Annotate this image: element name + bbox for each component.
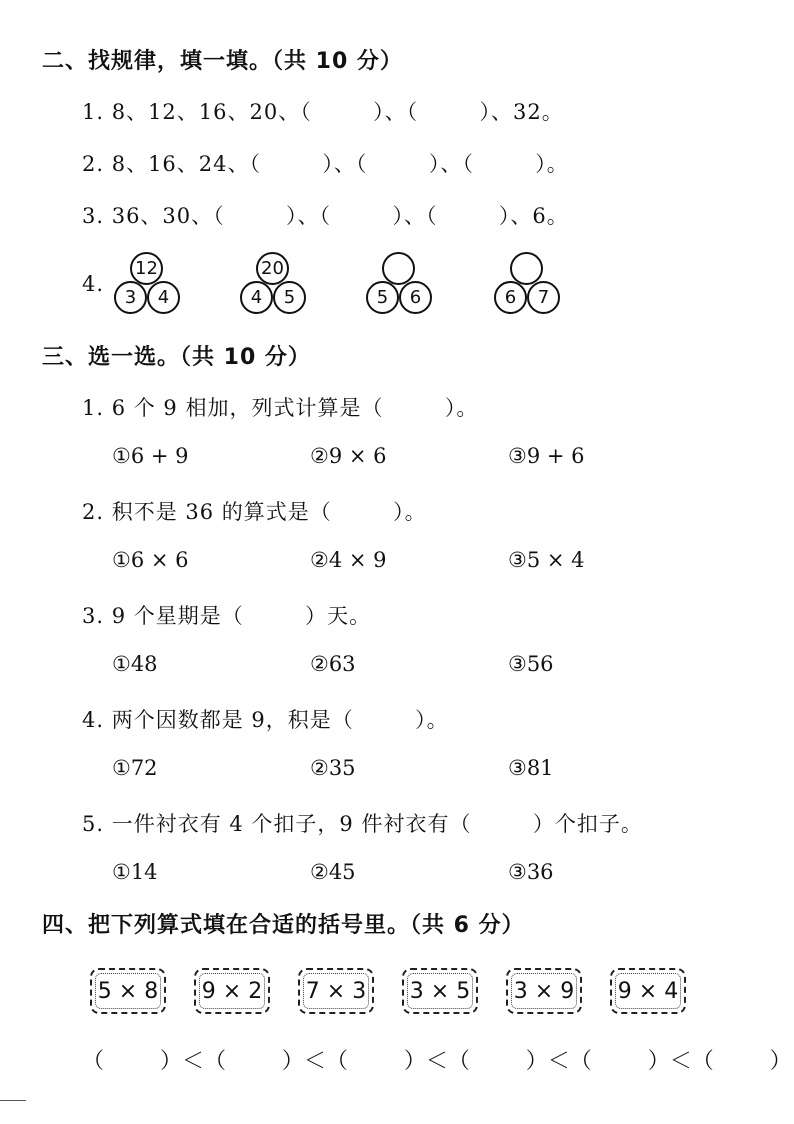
question-3-4: 4. 两个因数都是 9，积是（ ）。 bbox=[82, 708, 449, 732]
circle-left: 3 bbox=[114, 281, 147, 314]
circle-right: 5 bbox=[273, 281, 306, 314]
option-1: ①14 bbox=[112, 860, 158, 884]
option-1: ①6 + 9 bbox=[112, 444, 189, 468]
answer-order-line: （ ）＜（ ）＜（ ）＜（ ）＜（ ）＜（ ） bbox=[82, 1049, 792, 1074]
question-3-2: 2. 积不是 36 的算式是（ ）。 bbox=[82, 500, 427, 524]
expression-card: 7 × 3 bbox=[298, 968, 374, 1014]
circle-left: 4 bbox=[240, 281, 273, 314]
option-2: ②4 × 9 bbox=[310, 548, 387, 572]
option-1: ①72 bbox=[112, 756, 158, 780]
question-2-3: 3. 36、30、（ ）、（ ）、（ ）、6。 bbox=[82, 204, 569, 228]
option-2: ②63 bbox=[310, 652, 356, 676]
page-edge-mark bbox=[0, 1100, 26, 1101]
expression-card: 9 × 2 bbox=[194, 968, 270, 1014]
question-3-1: 1. 6 个 9 相加，列式计算是（ ）。 bbox=[82, 396, 479, 420]
expression-card: 9 × 4 bbox=[610, 968, 686, 1014]
option-3: ③81 bbox=[508, 756, 554, 780]
question-3-3: 3. 9 个星期是（ ）天。 bbox=[82, 604, 372, 628]
expression-card: 5 × 8 bbox=[90, 968, 166, 1014]
option-2: ②45 bbox=[310, 860, 356, 884]
option-1: ①6 × 6 bbox=[112, 548, 189, 572]
section-2-heading: 二、找规律，填一填。（共 10 分） bbox=[42, 49, 403, 74]
expression-card: 3 × 9 bbox=[506, 968, 582, 1014]
expression-card: 3 × 5 bbox=[402, 968, 478, 1014]
section-3-heading: 三、选一选。（共 10 分） bbox=[42, 345, 311, 370]
option-3: ③9 + 6 bbox=[508, 444, 585, 468]
circle-right: 7 bbox=[527, 281, 560, 314]
circle-top: 20 bbox=[256, 252, 289, 285]
circle-left: 6 bbox=[494, 281, 527, 314]
question-2-2: 2. 8、16、24、（ ）、（ ）、（ ）。 bbox=[82, 152, 569, 176]
question-3-5: 5. 一件衬衣有 4 个扣子，9 件衬衣有（ ）个扣子。 bbox=[82, 812, 643, 836]
circle-right: 6 bbox=[399, 281, 432, 314]
option-3: ③36 bbox=[508, 860, 554, 884]
option-3: ③56 bbox=[508, 652, 554, 676]
circle-top bbox=[510, 252, 543, 285]
circle-left: 5 bbox=[366, 281, 399, 314]
option-2: ②35 bbox=[310, 756, 356, 780]
option-1: ①48 bbox=[112, 652, 158, 676]
option-3: ③5 × 4 bbox=[508, 548, 585, 572]
option-2: ②9 × 6 bbox=[310, 444, 387, 468]
question-2-4-number: 4. bbox=[82, 272, 105, 296]
circle-top: 12 bbox=[130, 252, 163, 285]
circle-right: 4 bbox=[147, 281, 180, 314]
section-4-heading: 四、把下列算式填在合适的括号里。（共 6 分） bbox=[42, 913, 525, 938]
circle-top bbox=[382, 252, 415, 285]
question-2-1: 1. 8、12、16、20、（ ）、（ ）、32。 bbox=[82, 100, 564, 124]
